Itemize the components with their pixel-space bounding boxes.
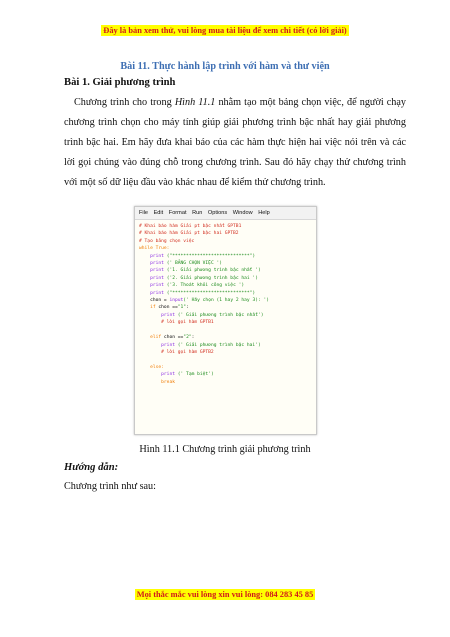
- page-title: Bài 11. Thực hành lập trình với hàm và thư viện: [120, 61, 330, 72]
- code-line-15-b: :: [191, 335, 195, 341]
- code-line-8-fn: print: [150, 275, 164, 281]
- code-line-15-kw: elif: [150, 335, 162, 341]
- code-line-1: # Khai báo hàm Giải pt bậc nhất GPTB1: [139, 224, 242, 229]
- menu-file[interactable]: File: [139, 210, 149, 216]
- top-banner: [0, 26, 450, 35]
- paragraph-figure-ref: Hình 11.1: [174, 97, 216, 108]
- bottom-banner: [0, 590, 450, 599]
- code-line-11-str: (' Hãy chọn (1 hay 2 hay 3): '): [183, 298, 270, 304]
- paragraph-seg3: nhằm tạo một bảng chọn việc, để người chạy chương trình chọn cho máy tính giúp giải phương trình bậc nhất hay giải phương trình bậc hai. Em hãy đưa khai báo của các hàm thực hiện hai việc nói trên và các lời gọi chúng vào đúng chỗ trong chương trình. Sau đó hãy chạy thử chương trình với một số dữ liệu đầu vào khác nhau để kiểm thử chương trình.: [64, 97, 406, 188]
- code-line-9-fn: print: [150, 283, 164, 289]
- code-line-8-str: ('2. Giải phương trình bậc hai '): [163, 275, 258, 281]
- code-line-9-str: ('3. Thoát khỏi công việc '): [163, 283, 245, 289]
- guide-heading: Hướng dẫn:: [64, 462, 119, 473]
- figure-caption: Hình 11.1 Chương trình giải phương trình: [139, 444, 311, 455]
- code-line-15-str: "2": [183, 335, 192, 341]
- code-line-11-fn: input: [169, 298, 184, 304]
- paragraph-seg1: Chương trình cho trong: [74, 97, 175, 108]
- code-line-5-fn: print: [150, 253, 164, 259]
- code-line-6-fn: print: [150, 261, 164, 267]
- code-line-10-str: ("****************************"): [163, 290, 256, 296]
- menu-format[interactable]: Format: [168, 210, 187, 216]
- code-line-7-fn: print: [150, 268, 164, 274]
- menu-help[interactable]: Help: [258, 210, 270, 216]
- code-line-14: # lời gọi hàm GPTB1: [161, 320, 214, 326]
- code-line-19-str: (' Tạm biệt'): [174, 372, 214, 378]
- code-line-16-fn: print: [161, 342, 175, 348]
- code-line-11-a: chon =: [150, 298, 170, 304]
- code-line-20: break: [161, 379, 175, 385]
- code-line-3: # Tạo bảng chọn việc: [139, 238, 195, 244]
- code-line-2: # Khai báo hàm Giải pt bậc hai GPTB2: [139, 231, 239, 237]
- code-line-12-str: "1": [177, 305, 187, 311]
- code-line-17: # lời gọi hàm GPTB2: [161, 349, 214, 355]
- code-line-5-str: ("****************************"): [163, 253, 256, 259]
- menu-run[interactable]: Run: [192, 210, 203, 216]
- exercise-paragraph: [64, 93, 406, 193]
- menu-window[interactable]: Window: [232, 210, 253, 216]
- code-line-16-str: (' Giải phương trình bậc hai'): [174, 342, 261, 348]
- code-line-13-fn: print: [161, 312, 175, 318]
- code-line-4: while True:: [139, 246, 170, 252]
- code-area[interactable]: [135, 220, 316, 386]
- top-banner-text: Đây là bản xem thử, vui lòng mua tài liệu để xem chi tiết (có lời giải): [103, 26, 347, 35]
- code-line-6-str: (' BẢNG CHỌN VIỆC '): [163, 261, 223, 267]
- code-line-12-a: chon ==: [155, 305, 178, 311]
- exercise-heading: Bài 1. Giải phương trình: [64, 77, 176, 88]
- bottom-banner-text: Mọi thắc mắc vui lòng xin vui lòng: 084 283 45 85: [136, 590, 314, 599]
- code-line-13-str: (' Giải phương trình bậc nhất'): [174, 312, 264, 318]
- idle-editor-window: [134, 206, 317, 435]
- menu-options[interactable]: Options: [207, 210, 228, 216]
- menu-edit[interactable]: Edit: [153, 210, 164, 216]
- code-line-15-a: chon ==: [161, 335, 184, 341]
- code-line-19-fn: print: [161, 372, 175, 378]
- code-line-12-kw: if: [150, 305, 156, 311]
- editor-menubar: [135, 207, 316, 220]
- code-line-7-str: ('1. Giải phương trình bậc nhất '): [163, 268, 261, 274]
- code-line-18: else:: [150, 364, 164, 370]
- guide-text: Chương trình như sau:: [64, 481, 156, 492]
- code-line-12-b: :: [186, 305, 189, 311]
- code-line-10-fn: print: [150, 290, 164, 296]
